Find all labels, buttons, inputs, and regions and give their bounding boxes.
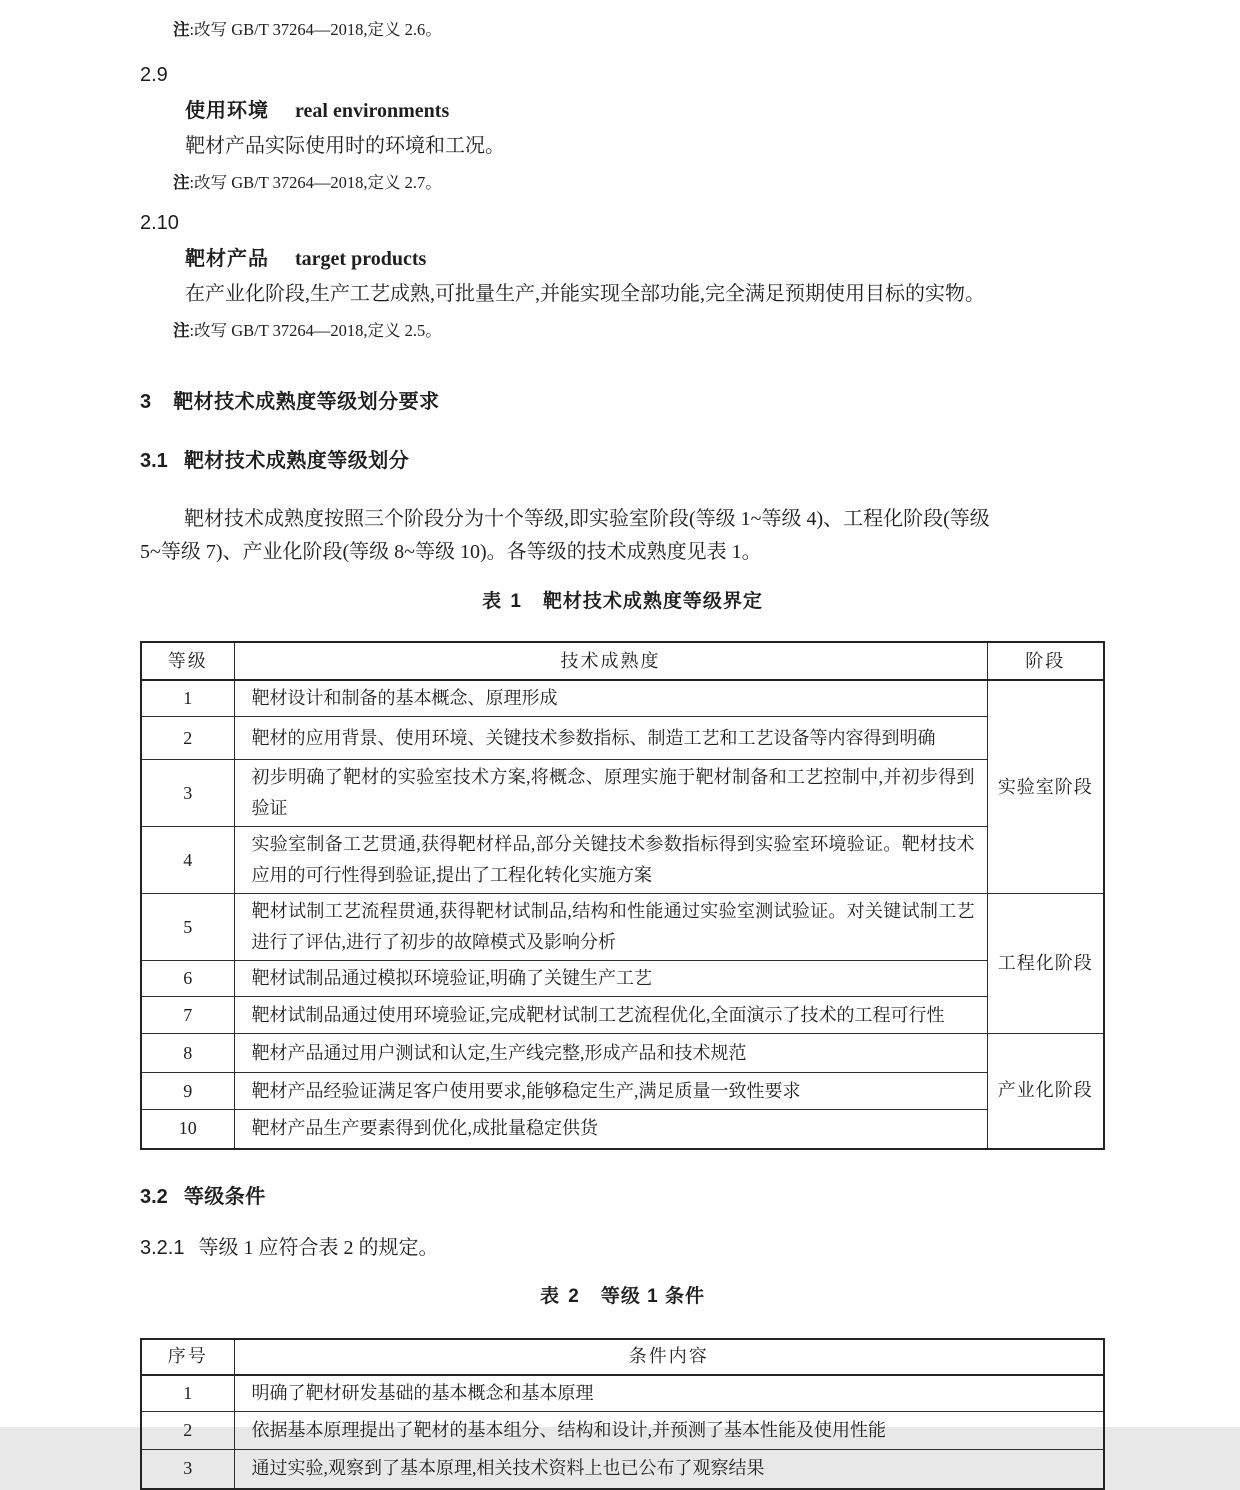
trl-cell: 靶材试制品通过使用环境验证,完成靶材试制工艺流程优化,全面演示了技术的工程可行性	[234, 997, 987, 1034]
trl-cell: 实验室制备工艺贯通,获得靶材样品,部分关键技术参数指标得到实验室环境验证。靶材技术应用的可行性得到验证,提出了工程化转化实施方案	[234, 827, 987, 894]
trl-cell: 靶材试制工艺流程贯通,获得靶材试制品,结构和性能通过实验室测试验证。对关键试制工艺进行了评估,进行了初步的故障模式及影响分析	[234, 894, 987, 961]
level-cell: 8	[141, 1034, 234, 1073]
note-2-7	[173, 171, 1105, 194]
condition-cell: 明确了靶材研发基础的基本概念和基本原理	[234, 1375, 1104, 1412]
table-row	[141, 1450, 1104, 1489]
table-2-caption	[140, 1285, 1105, 1309]
condition-cell: 依据基本原理提出了靶材的基本组分、结构和设计,并预测了基本性能及使用性能	[234, 1412, 1104, 1450]
table-row	[141, 1412, 1104, 1450]
paragraph-line: 5~等级 7)、产业化阶段(等级 8~等级 10)。各等级的技术成熟度见表 1。	[140, 541, 762, 563]
table-row	[141, 717, 1104, 760]
clause-text: 等级 1 应符合表 2 的规定。	[198, 1236, 439, 1259]
clause-number: 3.2.1	[140, 1236, 185, 1259]
section-3-2-heading	[140, 1184, 1105, 1210]
term-en: target products	[295, 248, 427, 270]
condition-cell: 通过实验,观察到了基本原理,相关技术资料上也已公布了观察结果	[234, 1450, 1104, 1489]
section-title: 靶材技术成熟度等级划分要求	[173, 391, 440, 413]
section-title: 等级条件	[183, 1185, 266, 1208]
section-number: 3.2	[140, 1185, 168, 1208]
section-3-1-paragraph	[140, 503, 1105, 569]
level-1-conditions-table	[140, 1338, 1105, 1490]
note-2-6	[173, 18, 1105, 41]
table-row	[141, 1034, 1104, 1073]
table-row	[141, 1073, 1104, 1110]
note-label: 注	[173, 20, 190, 39]
term-cn: 靶材产品	[185, 248, 269, 270]
table-row	[141, 1375, 1104, 1412]
column-header-stage: 阶段	[987, 642, 1104, 680]
clause-number-2-10: 2.10	[140, 212, 179, 234]
trl-cell: 靶材设计和制备的基本概念、原理形成	[234, 680, 987, 717]
level-cell: 2	[141, 717, 234, 760]
table-caption-label: 表 2	[540, 1285, 581, 1307]
definition-2-10: 在产业化阶段,生产工艺成熟,可批量生产,并能实现全部功能,完全满足预期使用目标的实物。	[185, 283, 985, 305]
level-cell: 1	[141, 680, 234, 717]
table-row	[141, 1110, 1104, 1149]
table-row	[141, 997, 1104, 1034]
trl-definition-table	[140, 641, 1105, 1150]
stage-cell-industrialization: 产业化阶段	[987, 1034, 1104, 1149]
stage-cell-lab: 实验室阶段	[987, 680, 1104, 894]
trl-cell: 靶材产品通过用户测试和认定,生产线完整,形成产品和技术规范	[234, 1034, 987, 1073]
level-cell: 5	[141, 894, 234, 961]
table-caption-label: 表 1	[482, 591, 523, 612]
trl-cell: 初步明确了靶材的实验室技术方案,将概念、原理实施于靶材制备和工艺控制中,并初步得到验证	[234, 760, 987, 827]
term-2-9	[185, 98, 1105, 124]
clause-number-2-9: 2.9	[140, 64, 168, 86]
table-caption-title: 靶材技术成熟度等级界定	[542, 591, 763, 612]
level-cell: 7	[141, 997, 234, 1034]
note-text: :改写 GB/T 37264—2018,定义 2.5。	[189, 321, 442, 340]
note-label: 注	[173, 173, 190, 192]
level-cell: 6	[141, 961, 234, 997]
table-row	[141, 827, 1104, 894]
table-header-row	[141, 1339, 1104, 1375]
column-header-no: 序号	[141, 1339, 234, 1375]
note-label: 注	[173, 321, 190, 340]
table-row	[141, 680, 1104, 717]
trl-cell: 靶材试制品通过模拟环境验证,明确了关键生产工艺	[234, 961, 987, 997]
term-cn: 使用环境	[185, 100, 269, 122]
stage-cell-engineering: 工程化阶段	[987, 894, 1104, 1034]
section-title: 靶材技术成熟度等级划分	[183, 450, 410, 472]
term-2-10	[185, 246, 1105, 272]
section-3-heading	[140, 389, 1105, 415]
column-header-content: 条件内容	[234, 1339, 1104, 1375]
table-row	[141, 894, 1104, 961]
no-cell: 3	[141, 1450, 234, 1489]
no-cell: 2	[141, 1412, 234, 1450]
level-cell: 9	[141, 1073, 234, 1110]
definition-2-9: 靶材产品实际使用时的环境和工况。	[185, 135, 505, 157]
note-text: :改写 GB/T 37264—2018,定义 2.6。	[189, 20, 442, 39]
column-header-trl: 技术成熟度	[234, 642, 987, 680]
table-header-row	[141, 642, 1104, 680]
table-row	[141, 961, 1104, 997]
trl-cell: 靶材产品经验证满足客户使用要求,能够稳定生产,满足质量一致性要求	[234, 1073, 987, 1110]
column-header-level: 等级	[141, 642, 234, 680]
table-row	[141, 760, 1104, 827]
note-text: :改写 GB/T 37264—2018,定义 2.7。	[189, 173, 442, 192]
section-number: 3	[140, 391, 152, 413]
trl-cell: 靶材产品生产要素得到优化,成批量稳定供货	[234, 1110, 987, 1149]
paragraph-line: 靶材技术成熟度按照三个阶段分为十个等级,即实验室阶段(等级 1~等级 4)、工程化阶段(等级	[184, 508, 990, 530]
section-3-1-heading	[140, 448, 1105, 474]
level-cell: 4	[141, 827, 234, 894]
clause-3-2-1	[140, 1235, 1105, 1261]
note-2-5	[173, 319, 1105, 342]
no-cell: 1	[141, 1375, 234, 1412]
section-number: 3.1	[140, 450, 168, 472]
term-en: real environments	[295, 100, 450, 122]
table-1-caption	[140, 590, 1105, 614]
level-cell: 3	[141, 760, 234, 827]
trl-cell: 靶材的应用背景、使用环境、关键技术参数指标、制造工艺和工艺设备等内容得到明确	[234, 717, 987, 760]
table-caption-title: 等级 1 条件	[600, 1285, 705, 1307]
level-cell: 10	[141, 1110, 234, 1149]
